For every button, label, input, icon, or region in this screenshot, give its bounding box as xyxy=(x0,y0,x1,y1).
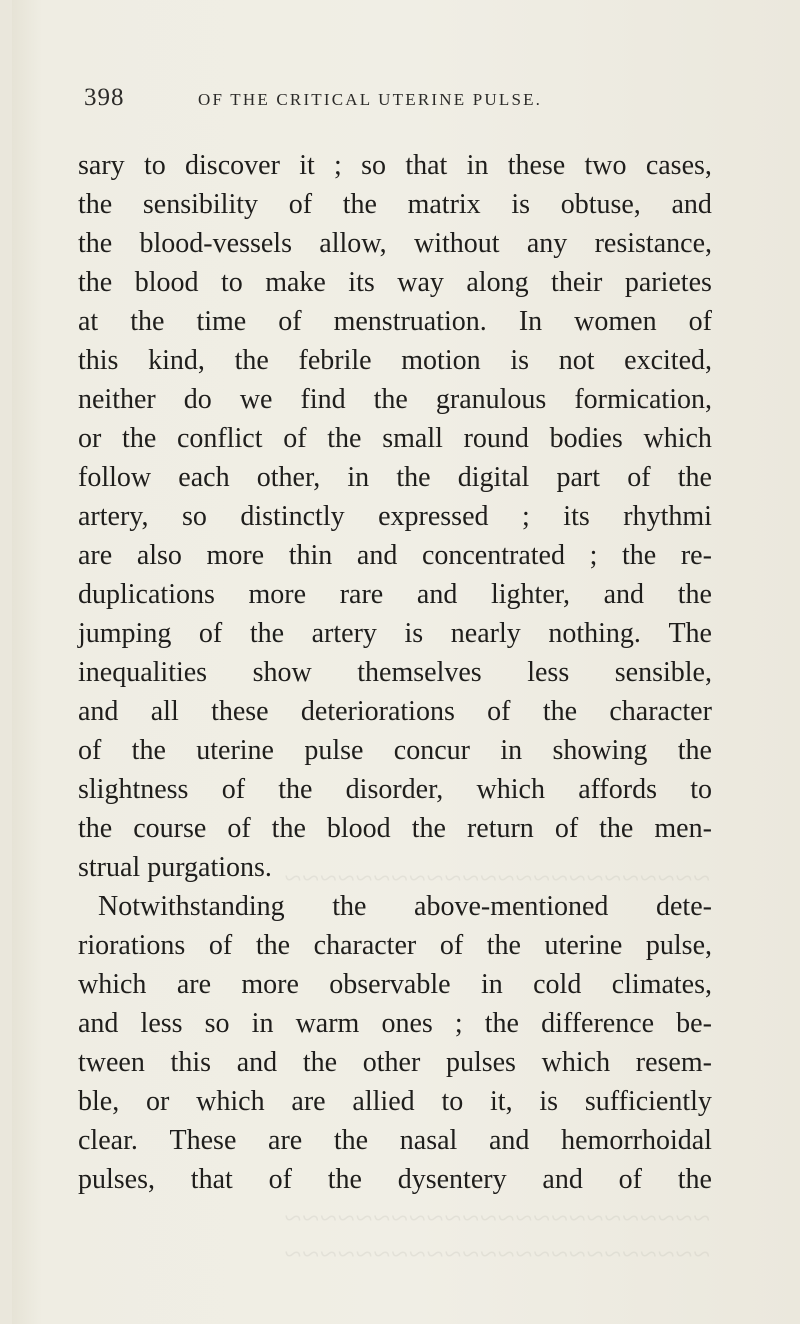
page-header xyxy=(84,84,724,124)
text-line: the blood to make its way along their parietes xyxy=(78,267,712,298)
text-line: of the uterine pulse concur in showing the xyxy=(78,735,712,766)
text-line: which are more observable in cold climates, xyxy=(78,969,712,1000)
text-line: the sensibility of the matrix is obtuse, and xyxy=(78,189,712,220)
text-line: and less so in warm ones ; the difference be- xyxy=(78,1008,712,1039)
running-title: OF THE CRITICAL UTERINE PULSE. xyxy=(198,90,543,109)
text-line: inequalities show themselves less sensible, xyxy=(78,657,712,688)
body-text xyxy=(78,146,712,1199)
text-line: strual purgations. xyxy=(78,852,272,883)
text-line: the blood-vessels allow, without any resistance, xyxy=(78,228,712,259)
text-line: ble, or which are allied to it, is sufficiently xyxy=(78,1086,712,1117)
text-line: tween this and the other pulses which resem- xyxy=(78,1047,712,1078)
text-line: jumping of the artery is nearly nothing. The xyxy=(78,618,712,649)
text-line: sary to discover it ; so that in these two cases, xyxy=(78,150,712,181)
text-line: duplications more rare and lighter, and the xyxy=(78,579,712,610)
text-line: or the conflict of the small round bodies which xyxy=(78,423,712,454)
page-number: 398 xyxy=(84,84,125,111)
text-line: and all these deteriorations of the character xyxy=(78,696,712,727)
text-line: Notwithstanding the above-mentioned dete- xyxy=(98,891,712,922)
text-line: the course of the blood the return of the men- xyxy=(78,813,712,844)
text-line: at the time of menstruation. In women of xyxy=(78,306,712,337)
text-line: artery, so distinctly expressed ; its rhythmi xyxy=(78,501,712,532)
text-line: follow each other, in the digital part of the xyxy=(78,462,712,493)
text-line: this kind, the febrile motion is not excited, xyxy=(78,345,712,376)
bleed-through-texture: ~~~~~~~~~~~~~~~~~~~~~~~~ xyxy=(283,1236,710,1271)
bleed-through-texture: ~~~~~~~~~~~~~~~~~~~~~~~~ xyxy=(283,1200,710,1235)
bleed-through-texture: ~~~~~~~~~~~~~~~~~~~~~~~~ xyxy=(283,860,710,895)
text-line: neither do we find the granulous formication, xyxy=(78,384,712,415)
text-line: are also more thin and concentrated ; the re- xyxy=(78,540,712,571)
text-line: clear. These are the nasal and hemorrhoidal xyxy=(78,1125,712,1156)
text-line: riorations of the character of the uterine pulse, xyxy=(78,930,712,961)
text-line: slightness of the disorder, which affords to xyxy=(78,774,712,805)
text-line: pulses, that of the dysentery and of the xyxy=(78,1164,712,1195)
